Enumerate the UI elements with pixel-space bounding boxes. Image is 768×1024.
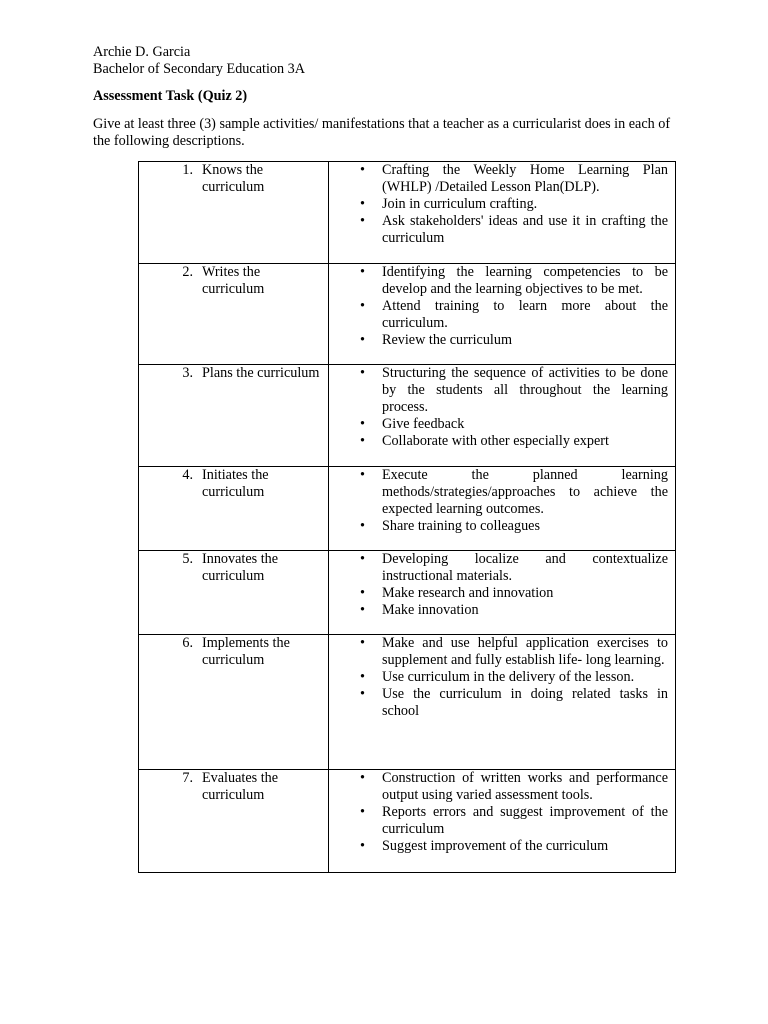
activity-text: Join in curriculum crafting.: [382, 196, 538, 212]
number-spacer: [193, 467, 202, 501]
description-cell: [139, 162, 329, 264]
list-item: [329, 669, 675, 686]
description-number: 5.: [182, 551, 193, 567]
bullet-icon: •: [360, 585, 365, 601]
table-row: [139, 770, 676, 873]
list-item: [329, 332, 675, 349]
description-cell: [139, 467, 329, 551]
activity-text: Give feedback: [382, 416, 465, 432]
description: [139, 551, 328, 585]
table-row: [139, 467, 676, 551]
bullet-icon: •: [360, 433, 365, 449]
description: [139, 467, 328, 501]
description-label: Evaluates the curriculum: [202, 770, 279, 803]
description-label: Knows the curriculum: [202, 162, 265, 195]
description-label: Plans the curriculum: [202, 365, 320, 381]
activity-text: Suggest improvement of the curriculum: [382, 838, 609, 854]
number-spacer: [193, 162, 202, 196]
bullet-icon: •: [360, 770, 365, 786]
activities-list: [329, 162, 675, 247]
activities-list: [329, 264, 675, 349]
description-number: 2.: [182, 264, 193, 280]
activities-cell: [329, 770, 676, 873]
activities-cell: [329, 467, 676, 551]
activity-text: Attend training to learn more about the curriculum.: [382, 298, 668, 331]
description-label: Innovates the curriculum: [202, 551, 279, 584]
student-program: Bachelor of Secondary Education 3A: [93, 61, 305, 77]
list-item: [329, 196, 675, 213]
bullet-icon: •: [360, 416, 365, 432]
activity-text: Use curriculum in the delivery of the lesson.: [382, 669, 635, 685]
description-number: 4.: [182, 467, 193, 483]
description-cell: [139, 770, 329, 873]
description: [139, 635, 328, 669]
table-row: [139, 551, 676, 635]
list-item: [329, 518, 675, 535]
number-spacer: [193, 551, 202, 585]
bullet-icon: •: [360, 162, 365, 178]
activity-text: Identifying the learning competencies to be develop and the learning objectives to be met.: [382, 264, 668, 297]
activities-table: [138, 161, 676, 873]
bullet-icon: •: [360, 264, 365, 280]
description-cell: [139, 551, 329, 635]
activity-text: Use the curriculum in doing related tasks in school: [382, 686, 668, 719]
description-label: Initiates the curriculum: [202, 467, 269, 500]
activity-text: Make and use helpful application exercises to supplement and fully establish life- long learning.: [382, 635, 668, 668]
activities-list: [329, 551, 675, 619]
list-item: [329, 770, 675, 804]
activities-list: [329, 770, 675, 855]
bullet-icon: •: [360, 365, 365, 381]
activity-text: Crafting the Weekly Home Learning Plan (WHLP) /Detailed Lesson Plan(DLP).: [382, 162, 668, 195]
list-item: [329, 838, 675, 855]
bullet-icon: •: [360, 635, 365, 651]
bullet-icon: •: [360, 467, 365, 483]
bullet-icon: •: [360, 332, 365, 348]
bullet-icon: •: [360, 804, 365, 820]
activity-text: Make innovation: [382, 602, 479, 618]
description: [139, 365, 328, 382]
list-item: [329, 602, 675, 619]
bullet-icon: •: [360, 298, 365, 314]
bullet-icon: •: [360, 669, 365, 685]
bullet-icon: •: [360, 518, 365, 534]
number-spacer: [193, 635, 202, 669]
list-item: [329, 467, 675, 518]
description-number: 1.: [182, 162, 193, 178]
bullet-icon: •: [360, 196, 365, 212]
activities-cell: [329, 635, 676, 770]
activities-cell: [329, 162, 676, 264]
bullet-icon: •: [360, 602, 365, 618]
list-item: [329, 213, 675, 247]
task-title: Assessment Task (Quiz 2): [93, 88, 248, 104]
activity-text: Collaborate with other especially expert: [382, 433, 609, 449]
activities-cell: [329, 264, 676, 365]
task-instructions: Give at least three (3) sample activities/ manifestations that a teacher as a curricularist does in each of the following descriptions.: [93, 116, 671, 149]
activity-text: Share training to colleagues: [382, 518, 540, 534]
bullet-icon: •: [360, 213, 365, 229]
student-name: Archie D. Garcia: [93, 44, 191, 60]
description-number: 3.: [182, 365, 193, 381]
list-item: [329, 686, 675, 720]
activity-text: Make research and innovation: [382, 585, 554, 601]
activities-list: [329, 467, 675, 535]
activity-text: Ask stakeholders' ideas and use it in crafting the curriculum: [382, 213, 668, 246]
table-row: [139, 635, 676, 770]
list-item: [329, 298, 675, 332]
activities-cell: [329, 551, 676, 635]
table-row: [139, 264, 676, 365]
description-cell: [139, 365, 329, 467]
description-cell: [139, 635, 329, 770]
activity-text: Construction of written works and performance output using varied assessment tools.: [382, 770, 668, 803]
number-spacer: [193, 365, 202, 382]
list-item: [329, 416, 675, 433]
activity-text: Reports errors and suggest improvement of the curriculum: [382, 804, 668, 837]
activities-cell: [329, 365, 676, 467]
number-spacer: [193, 770, 202, 804]
description: [139, 162, 328, 196]
activities-list: [329, 365, 675, 450]
list-item: [329, 551, 675, 585]
activity-text: Developing localize and contextualize instructional materials.: [382, 551, 668, 584]
description: [139, 770, 328, 804]
description-label: Writes the curriculum: [202, 264, 265, 297]
list-item: [329, 804, 675, 838]
activity-text: Execute the planned learning methods/strategies/approaches to achieve the expected learning outcomes.: [382, 467, 668, 517]
bullet-icon: •: [360, 686, 365, 702]
description: [139, 264, 328, 298]
list-item: [329, 635, 675, 669]
activity-text: Structuring the sequence of activities to be done by the students all throughout the learning process.: [382, 365, 668, 415]
number-spacer: [193, 264, 202, 298]
description-label: Implements the curriculum: [202, 635, 290, 668]
description-cell: [139, 264, 329, 365]
description-number: 7.: [182, 770, 193, 786]
description-number: 6.: [182, 635, 193, 651]
list-item: [329, 585, 675, 602]
table-row: [139, 162, 676, 264]
list-item: [329, 264, 675, 298]
list-item: [329, 365, 675, 416]
bullet-icon: •: [360, 838, 365, 854]
table-row: [139, 365, 676, 467]
bullet-icon: •: [360, 551, 365, 567]
activity-text: Review the curriculum: [382, 332, 513, 348]
activities-list: [329, 635, 675, 720]
list-item: [329, 433, 675, 450]
list-item: [329, 162, 675, 196]
